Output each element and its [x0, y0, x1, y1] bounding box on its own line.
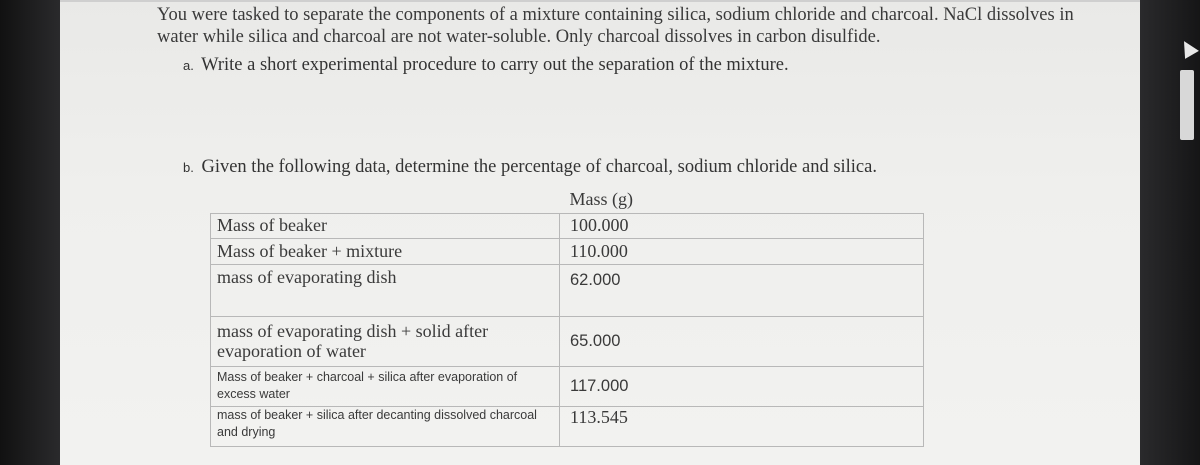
question-a-text: Write a short experimental procedure to carry out the separation of the mixture. — [201, 55, 789, 75]
table-header-mass: Mass (g) — [560, 187, 924, 213]
row-value: 110.000 — [560, 238, 924, 264]
question-b — [183, 157, 877, 178]
table-row — [211, 213, 924, 238]
table-row — [211, 238, 924, 264]
page-top-border — [60, 0, 1140, 2]
left-bezel — [0, 0, 60, 465]
scrollbar-thumb[interactable] — [1180, 70, 1194, 140]
table-row — [211, 264, 924, 316]
data-table — [210, 187, 924, 447]
row-value: 100.000 — [560, 213, 924, 238]
table-row — [211, 316, 924, 366]
question-b-text: Given the following data, determine the percentage of charcoal, sodium chloride and silica. — [201, 157, 877, 177]
table-row — [211, 366, 924, 406]
question-b-marker: b. — [183, 160, 194, 175]
row-label: mass of evaporating dish + solid after evaporation of water — [211, 316, 560, 366]
question-a — [183, 55, 789, 76]
row-value: 62.000 — [560, 264, 924, 316]
row-label: Mass of beaker + mixture — [211, 238, 560, 264]
document-page — [60, 0, 1140, 465]
table-header-row — [211, 187, 924, 213]
table-header-empty — [211, 187, 560, 213]
question-a-marker: a. — [183, 58, 194, 73]
row-value: 65.000 — [560, 316, 924, 366]
problem-intro: You were tasked to separate the components of a mixture containing silica, sodium chloride and charcoal. NaCl dissolves in water while silica and charcoal are not water-soluble. Only charcoal dissolves in carbon disulfide. — [157, 5, 1074, 47]
table-row — [211, 406, 924, 446]
row-label: Mass of beaker — [211, 213, 560, 238]
row-label: mass of evaporating dish — [211, 264, 560, 316]
row-label: Mass of beaker + charcoal + silica after evaporation of excess water — [211, 366, 560, 406]
row-label: mass of beaker + silica after decanting dissolved charcoal and drying — [211, 406, 560, 446]
row-value: 113.545 — [560, 406, 924, 446]
row-value: 117.000 — [560, 366, 924, 406]
